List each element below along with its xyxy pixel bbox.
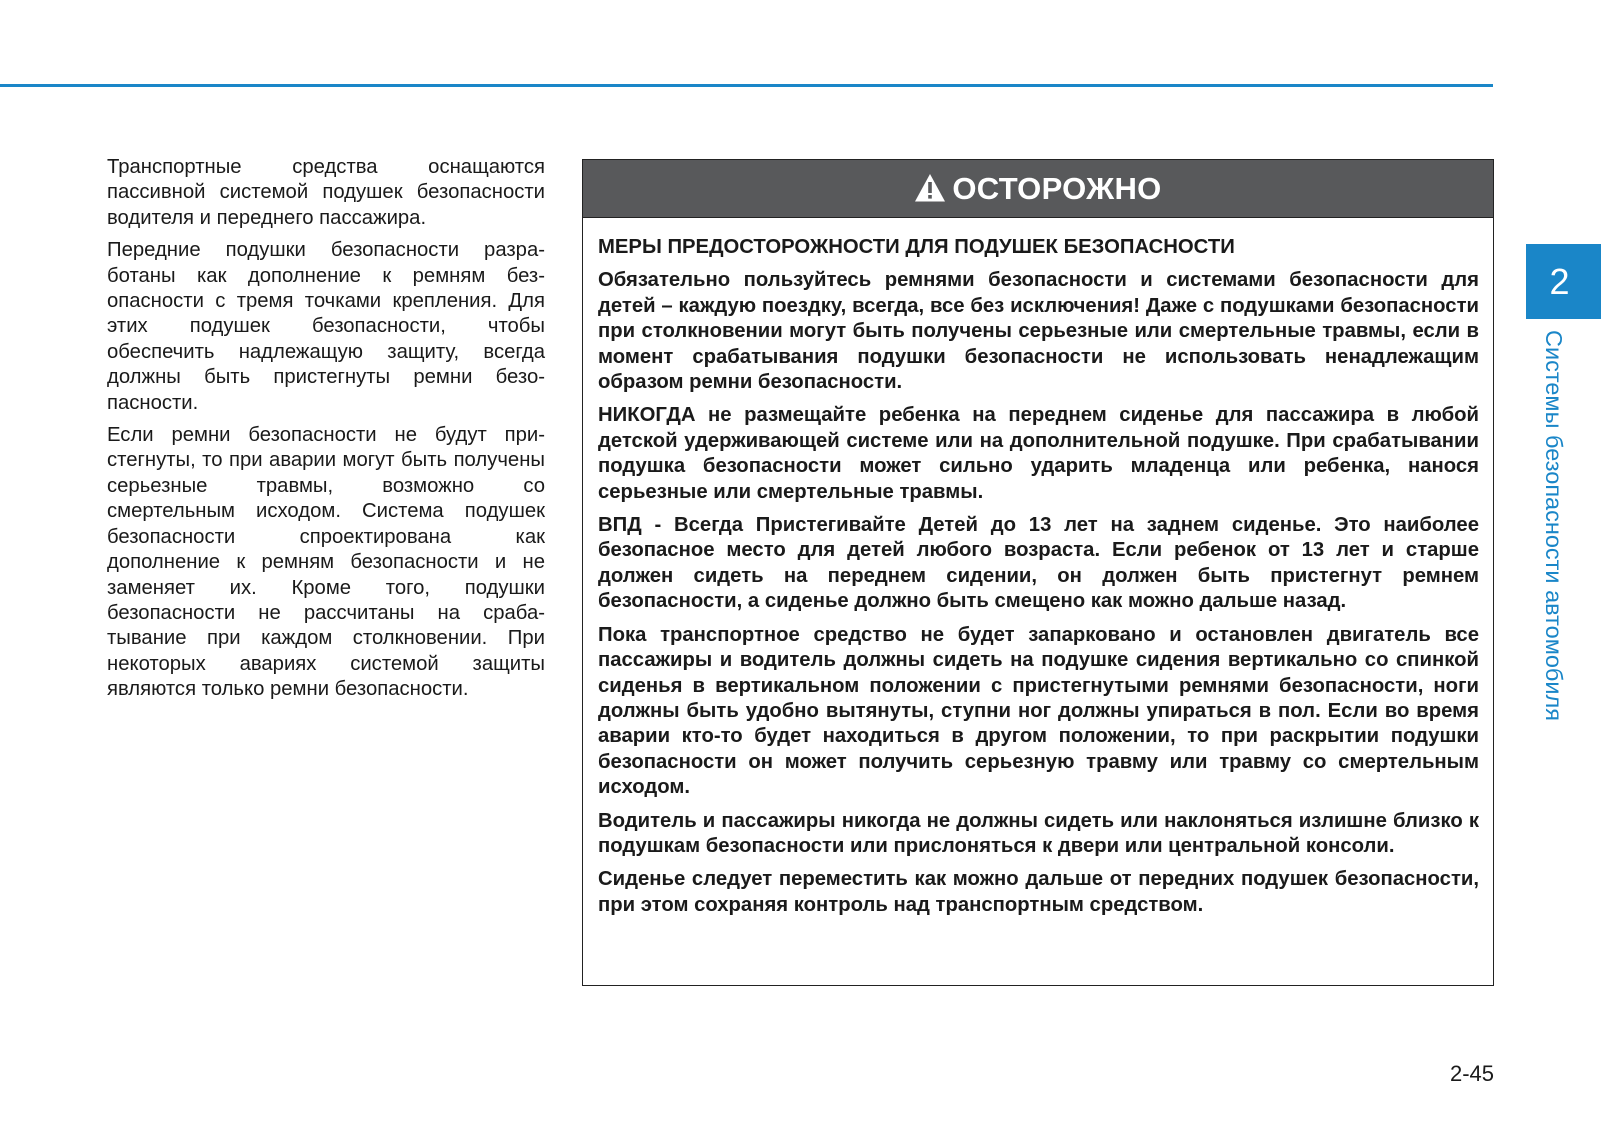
warning-body xyxy=(583,218,1493,918)
chapter-number: 2 xyxy=(1549,260,1570,302)
warning-paragraph: Сиденье следует переместить как можно дальше от передних подушек безопасности, при этом сохраняя контроль над транспортным средством. xyxy=(598,868,1479,916)
warning-paragraph: Пока транспортное средство не будет запарковано и остановлен двигатель все пассажиры и водитель должны сидеть на подушке сидения вертикально со спинкой сиденья в вертикальном положении с пристегнутыми ремнями безопасности, ноги должны быть удобно вытянуты, ступни ног должны упираться в пол. Если во время аварии кто-то будет находиться в другом положении, то при раскрытии подушки безопасности он может получить серьезную травму или травму со смертельным исходом. xyxy=(598,623,1479,799)
warning-title: ОСТОРОЖНО xyxy=(952,170,1162,206)
page-number: 2-45 xyxy=(1449,1061,1494,1086)
header-rule xyxy=(0,84,1493,87)
body-paragraph: Передние подушки безопасности разработаны как дополнение к ремням безопасности с тремя точками крепления. Для этих подушек безопасности, чтобы обеспечить надлежащую защиту, всегда должны быть пристегнуты ремни безопасности. xyxy=(107,239,545,414)
chapter-side-title-wrap xyxy=(1526,330,1590,750)
chapter-tab xyxy=(1526,244,1601,319)
warning-heading: МЕРЫ ПРЕДОСТОРОЖНОСТИ ДЛЯ ПОДУШЕК БЕЗОПАСНОСТИ xyxy=(598,236,1235,258)
warning-box xyxy=(582,159,1494,986)
body-paragraph: Транспортные средства оснащаются пассивной системой подушек безопасности водителя и переднего пассажира. xyxy=(107,156,545,229)
warning-paragraph: НИКОГДА не размещайте ребенка на переднем сиденье для пассажира в любой детской удерживающей системе или на дополнительной подушке. При срабатывании подушка безопасности может сильно ударить младенца или ребенка, нанося серьезные или смертельные травмы. xyxy=(598,404,1479,503)
warning-paragraph: ВПД - Всегда Пристегивайте Детей до 13 лет на заднем сиденье. Это наиболее безопасное место для детей любого возраста. Если ребенок от 13 лет и старше должен сидеть на переднем сидении, он должен быть пристегнут ремнем безопасности, а сиденье должно быть смещено как можно дальше назад. xyxy=(598,514,1479,613)
warning-triangle-icon xyxy=(914,173,946,203)
warning-header xyxy=(583,160,1493,218)
warning-paragraph: Водитель и пассажиры никогда не должны сидеть или наклоняться излишне близко к подушкам безопасности или прислоняться к двери или центральной консоли. xyxy=(598,809,1479,857)
chapter-side-title: Системы безопасности автомобиля xyxy=(1541,330,1567,721)
warning-paragraph: Обязательно пользуйтесь ремнями безопасности и системами безопасности для детей – каждую поездку, всегда, все без исключения! Даже с подушками безопасности при столкновении могут быть получены серьезные или смертельные травмы, если в момент срабатывания подушки безопасности не использовать ненадлежащим образом ремни безопасности. xyxy=(598,269,1479,394)
body-paragraph: Если ремни безопасности не будут пристегнуты, то при аварии могут быть получены серьезные травмы, возможно со смертельным исходом. Система подушек безопасности спроектирована как дополнение к ремням безопасности и не заменяет их. Кроме того, подушки безопасности не рассчитаны на срабатывание при каждом столкновении. При некоторых авариях системой защиты являются только ремни безопасности. xyxy=(107,424,545,701)
body-text-column xyxy=(107,155,545,710)
